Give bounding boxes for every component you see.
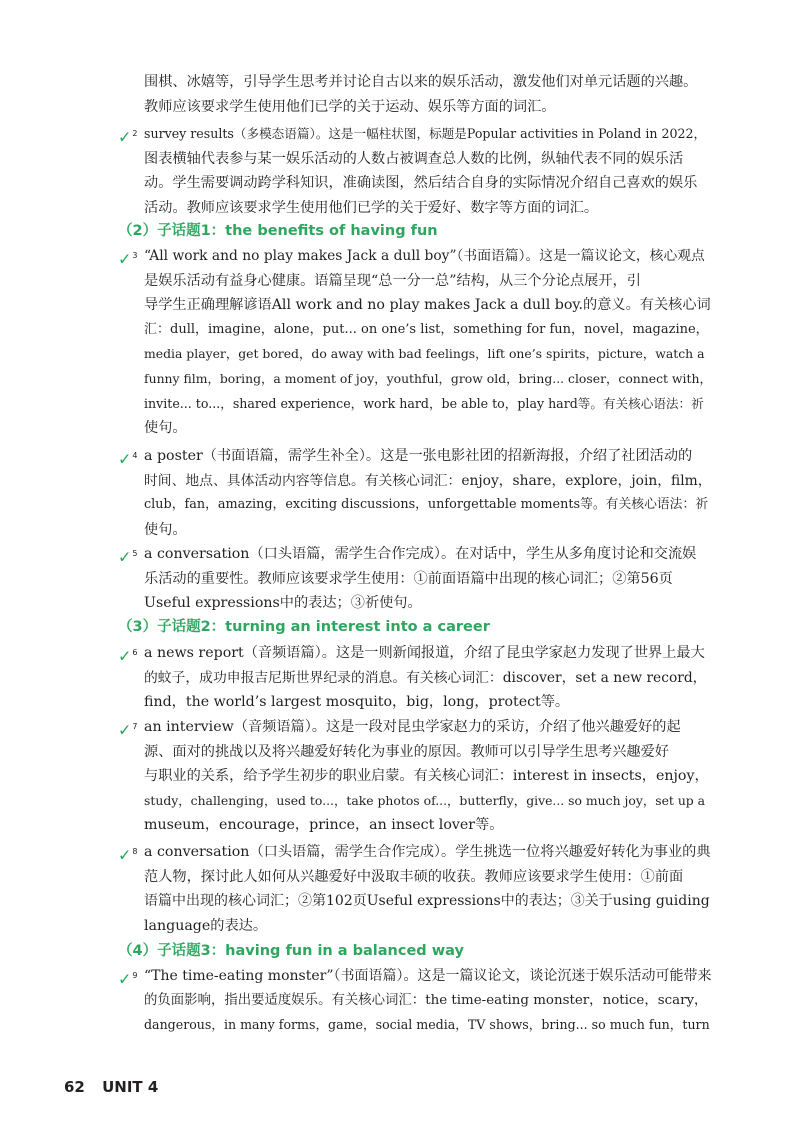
check-icon: ✓$^7$ (118, 720, 138, 740)
text-line: funny film，boring，a moment of joy，youthful，grow old，bring... closer，connect with， (144, 370, 712, 386)
check-icon: ✓$^2$ (118, 127, 138, 147)
text-line: an interview（音频语篇）。这是一段对昆虫学家赵力的采访，介绍了他兴趣爱好的起 (144, 719, 681, 735)
unit-label: UNIT 4 (102, 1078, 159, 1096)
text-line: a poster（书面语篇，需学生补全）。这是一张电影社团的招新海报，介绍了社团活动的 (144, 448, 693, 464)
text-line: 导学生正确理解谚语All work and no play makes Jack a dull boy.的意义。有关核心词 (144, 297, 711, 314)
text-line: 是娱乐活动有益身心健康。语篇呈现“总一分一总”结构，从三个分论点展开，引 (144, 272, 641, 289)
check-icon: ✓$^5$ (118, 547, 138, 567)
item-paragraph (144, 542, 712, 616)
check-icon: ✓$^8$ (118, 845, 138, 865)
text-line: 与职业的关系，给予学生初步的职业启蒙。有关核心词汇：interest in insects，enjoy， (144, 768, 709, 785)
text-line: a news report（音频语篇）。这是一则新闻报道，介绍了昆虫学家赵力发现了世界上最大 (144, 645, 705, 661)
text-line: 围棋、冰嬉等，引导学生思考并讨论自古以来的娱乐活动，激发他们对单元话题的兴趣。 (144, 74, 698, 90)
text-line: 动。学生需要调动跨学科知识，准确读图，然后结合自身的实际情况介绍自己喜欢的娱乐 (144, 175, 698, 192)
text-line: “All work and no play makes Jack a dull boy”（书面语篇）。这是一篇议论文，核心观点 (144, 248, 705, 264)
text-line: invite... to...，shared experience，work hard，be able to，play hard等。有关核心语法：祈 (144, 395, 704, 411)
section-heading: （3）子话题2：turning an interest into a career (118, 619, 490, 635)
item-paragraph (144, 122, 712, 220)
text-line: media player，get bored，do away with bad feelings，lift one’s spirits，picture，watch a (144, 346, 705, 362)
text-line: 的负面影响，指出要适度娱乐。有关核心词汇：the time-eating monster，notice，scary， (144, 992, 708, 1008)
text-line: language的表达。 (144, 917, 268, 934)
item-paragraph (144, 715, 712, 838)
item-paragraph (144, 964, 712, 1038)
check-icon: ✓$^9$ (118, 969, 138, 989)
text-line: 图表横轴代表参与某一娱乐活动的人数占被调查总人数的比例，纵轴代表不同的娱乐活 (144, 150, 684, 167)
check-icon: ✓$^4$ (118, 449, 138, 469)
text-line: 活动。教师应该要求学生使用他们已学的关于爱好、数字等方面的词汇。 (144, 199, 599, 216)
text-line: a conversation（口头语篇，需学生合作完成）。在对话中，学生从多角度讨论和交流娱 (144, 546, 697, 562)
text-line: 使句。 (144, 521, 187, 538)
item-paragraph (144, 840, 712, 938)
text-line: 语篇中出现的核心词汇；②第102页Useful expressions中的表达；③关于using guiding (144, 893, 710, 910)
text-line: find，the world’s largest mosquito，big，long，protect等。 (144, 694, 570, 711)
text-line: museum，encourage，prince，an insect lover等。 (144, 817, 504, 834)
item-paragraph (144, 244, 712, 441)
text-line: Useful expressions中的表达；③祈使句。 (144, 595, 422, 612)
text-line: 时间、地点、具体活动内容等信息。有关核心词汇：enjoy，share，explore，join，film， (144, 472, 712, 489)
text-line: a conversation（口头语篇，需学生合作完成）。学生挑选一位将兴趣爱好转化为事业的典 (144, 844, 711, 860)
text-line: 乐活动的重要性。教师应该要求学生使用：①前面语篇中出现的核心词汇；②第56页 (144, 570, 673, 587)
text-line: dangerous，in many forms，game，social media，TV shows，bring... so much fun，turn (144, 1017, 710, 1033)
check-icon: ✓$^3$ (118, 249, 138, 269)
text-line: study，challenging，used to...，take photos of...，butterfly，give... so much joy，set up a (144, 792, 706, 808)
item-paragraph (144, 444, 712, 542)
check-icon: ✓$^6$ (118, 646, 138, 666)
page-number: 62 (64, 1078, 85, 1096)
section-heading: （2）子话题1：the benefits of having fun (118, 223, 438, 239)
text-line: “The time-eating monster”（书面语篇）。这是一篇议论文，谈论沉迷于娱乐活动可能带来 (144, 968, 712, 984)
section-heading: （4）子话题3：having fun in a balanced way (118, 943, 464, 959)
text-line: 汇：dull，imagine，alone，put... on one’s list，something for fun，novel，magazine， (144, 321, 709, 337)
text-line: 教师应该要求学生使用他们已学的关于运动、娱乐等方面的词汇。 (144, 98, 556, 115)
text-line: 使句。 (144, 420, 187, 437)
text-line: 的蚊子，成功申报吉尼斯世界纪录的消息。有关核心词汇：discover，set a new record， (144, 669, 707, 686)
page-footer (64, 1078, 158, 1096)
intro-paragraph (144, 70, 712, 119)
text-line: 范人物，探讨此人如何从兴趣爱好中汲取丰硕的收获。教师应该要求学生使用：①前面 (144, 868, 684, 885)
text-line: club，fan，amazing，exciting discussions，unforgettable moments等。有关核心语法：祈 (144, 497, 709, 513)
item-paragraph (144, 641, 712, 715)
text-line: survey results（多模态语篇）。这是一幅柱状图，标题是Popular activities in Poland in 2022， (144, 126, 707, 141)
text-line: 源、面对的挑战以及将兴趣爱好转化为事业的原因。教师可以引导学生思考兴趣爱好 (144, 743, 669, 760)
